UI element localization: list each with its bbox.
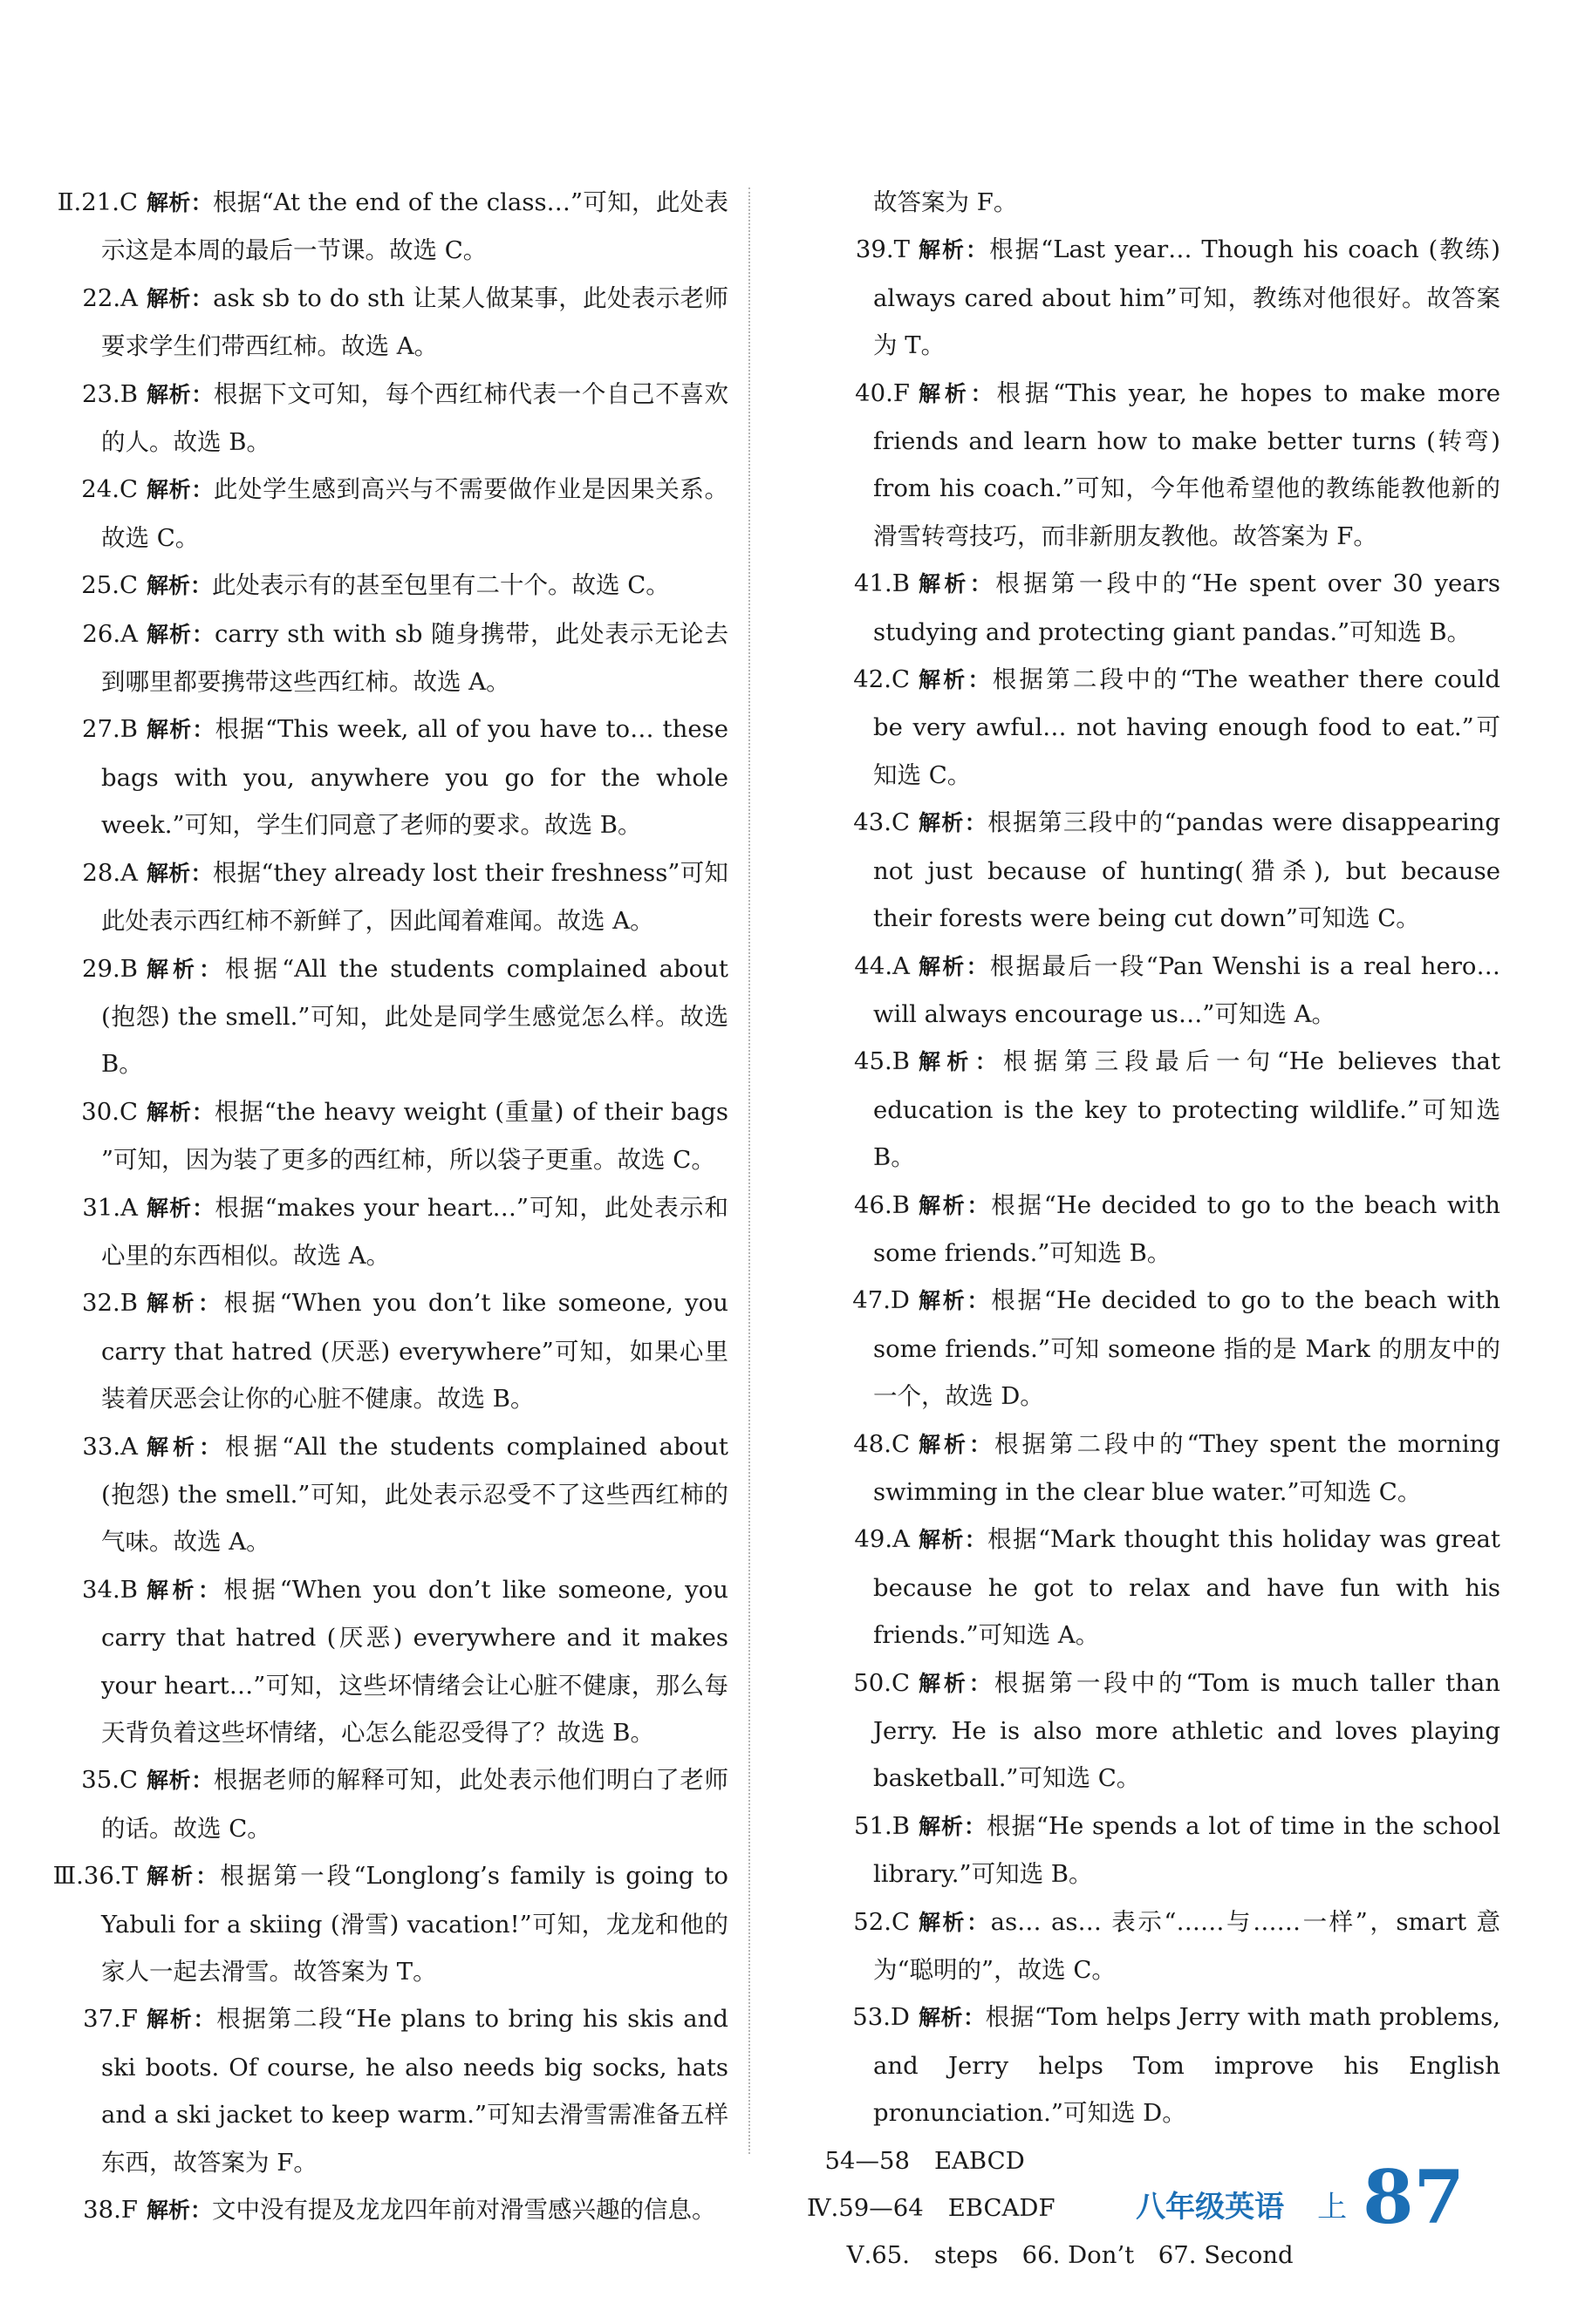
explanation-label: 解析： (919, 1813, 987, 1839)
question-number: Ⅱ.21.C (57, 188, 138, 216)
page-footer (1136, 2154, 1465, 2240)
answer-entry (35, 849, 728, 945)
explanation-content: 根据“the heavy weight (重量) of their bags ”可知，因为装了更多的西红柿，所以袋子更重。故选 C。 (101, 1097, 728, 1175)
question-number: 39.T (855, 235, 910, 264)
explanation-content: 根据“At the end of the class…”可知，此处表示这是本周的最后一节课。故选 C。 (101, 188, 728, 265)
explanation-text (101, 466, 728, 562)
answer-key: EABCD (934, 2146, 1025, 2175)
answer-entry (35, 1852, 728, 1995)
answer-entry (807, 1993, 1500, 2137)
explanation-content: 根据“He spends a lot of time in the school library.”可知选 B。 (873, 1811, 1500, 1889)
question-number: 22.A (82, 283, 138, 312)
question-number: 45.B (854, 1047, 910, 1076)
answer-entry (807, 1182, 1500, 1278)
explanation-content: 根据“Last year… Though his coach (教练) always cared about him”可知，教练对他很好。故答案为 T。 (873, 235, 1500, 360)
explanation-label: 解析： (919, 1431, 994, 1457)
explanation-content: 根据第二段中的“The weather there could be very awful… not having enough food to eat.”可知选 C。 (873, 665, 1500, 789)
explanation-content: 根据第三段最后一句“He believes that education is the key to protecting wildlife.”可知选 B。 (873, 1047, 1500, 1172)
volume-label: 上 (1317, 2190, 1348, 2225)
answer-entry (35, 705, 728, 848)
explanation-text (101, 849, 728, 945)
explanation-label: 解析： (147, 1768, 214, 1794)
question-number: 53.D (852, 2003, 910, 2032)
answer-entry (35, 1995, 728, 2186)
answer-key: EBCADF (947, 2194, 1055, 2223)
explanation-text (101, 1279, 728, 1422)
explanation-content: 根据第一段中的“Tom is much taller than Jerry. He is also more athletic and loves playing basketball.”可知选 C。 (873, 1668, 1500, 1793)
explanation-label: 解析： (147, 1577, 224, 1603)
answer-entry (807, 1803, 1500, 1898)
explanation-text (873, 1898, 1500, 1994)
explanation-label: 解析： (147, 381, 214, 407)
page-number: 87 (1363, 2154, 1465, 2240)
answer-entry (35, 1088, 728, 1184)
explanation-content: as… as… 表示“……与……一样”，smart 意为“聪明的”，故选 C。 (873, 1907, 1500, 1985)
explanation-content: 根据“they already lost their freshness”可知此处表示西红柿不新鲜了，因此闻着难闻。故选 A。 (101, 858, 728, 936)
question-number: 24.C (81, 475, 138, 504)
explanation-content: 此处学生感到高兴与不需要做作业是因果关系。故选 C。 (101, 475, 728, 552)
explanation-label: 解析： (147, 190, 213, 215)
explanation-label: 解析： (147, 477, 214, 503)
question-number: 35.C (81, 1766, 138, 1795)
answer-entry (35, 1566, 728, 1757)
explanation-label: 解析： (919, 1288, 992, 1314)
answer-entry (807, 1421, 1500, 1516)
question-range: 54—58 (824, 2146, 910, 2175)
explanation-content: 根据第一段“Longlong’s family is going to Yabuli for a skiing (滑雪) vacation!”可知，龙龙和他的家人一起去滑雪。故答案为 T。 (101, 1862, 728, 1987)
answer-entry (807, 799, 1500, 942)
explanation-label: 解析： (919, 1909, 991, 1935)
explanation-text (873, 799, 1500, 942)
explanation-text (873, 226, 1500, 369)
question-number: 41.B (854, 569, 910, 598)
explanation-text (101, 1852, 728, 1995)
question-range: Ⅴ.65. (846, 2241, 910, 2270)
question-number: 52.C (853, 1907, 910, 1936)
explanation-label: 解析： (147, 956, 226, 982)
explanation-content: 根据“When you don’t like someone, you carry that hatred (厌恶) everywhere”可知，如果心里装着厌恶会让你的心脏不健康。故选 B。 (101, 1289, 728, 1414)
question-number: 29.B (82, 954, 138, 983)
answer-entry (807, 943, 1500, 1039)
question-number: 31.A (82, 1193, 138, 1222)
answer-entry (807, 226, 1500, 369)
explanation-label: 解析： (147, 1195, 215, 1221)
explanation-text (101, 945, 728, 1088)
question-number: 51.B (854, 1811, 910, 1840)
explanation-text (873, 1421, 1500, 1516)
answer-entry (35, 466, 728, 562)
explanation-text (873, 1993, 1500, 2137)
explanation-label: 解析： (919, 2005, 986, 2031)
explanation-text (873, 1516, 1500, 1659)
explanation-content: 根据“This week, all of you have to… these bags with you, anywhere you go for the whole week.”可知，学生们同意了老师的要求。故选 B。 (101, 715, 728, 840)
explanation-content: 文中没有提及龙龙四年前对滑雪感兴趣的信息。 (212, 2196, 716, 2225)
answer-entry (35, 1423, 728, 1566)
explanation-content: 根据“He decided to go to the beach with some friends.”可知 someone 指的是 Mark 的朋友中的一个，故选 D。 (873, 1286, 1500, 1411)
column-divider (748, 187, 750, 2154)
explanation-text (873, 1038, 1500, 1181)
explanation-content: 此处表示有的甚至包里有二十个。故选 C。 (212, 571, 670, 600)
question-number: Ⅲ.36.T (52, 1862, 138, 1891)
explanation-text (101, 371, 728, 467)
explanation-content: 根据第二段“He plans to bring his skis and ski boots. Of course, he also needs big socks, hats and a ski jacket to keep warm.”可知去滑雪需准备五样东西，故答案为 F。 (101, 2005, 728, 2177)
explanation-content: 根据“When you don’t like someone, you carry that hatred (厌恶) everywhere and it makes your heart…”可知，这些坏情绪会让心脏不健康，那么每天背负着这些坏情绪，心怎么能忍受得了？故选 B。 (101, 1575, 728, 1747)
explanation-text (101, 1995, 728, 2186)
explanation-label: 解析： (919, 1049, 1004, 1075)
explanation-content: 根据“This year, he hopes to make more friends and learn how to make better turns (转弯) from his coach.”可知，今年他希望他的教练能教他新的滑雪转弯技巧，而非新朋友教他。故答案为 F。 (873, 378, 1500, 550)
explanation-label: 解析： (919, 571, 996, 597)
explanation-label: 解析： (147, 2007, 217, 2033)
explanation-content: 根据“All the students complained about (抱怨) the smell.”可知，此处是同学生感觉怎么样。故选 B。 (101, 954, 728, 1079)
explanation-label: 解析： (919, 237, 990, 263)
question-number: 49.A (854, 1525, 910, 1554)
left-column (35, 179, 728, 2234)
explanation-text (873, 1803, 1500, 1898)
explanation-text (101, 705, 728, 848)
answer-entry (807, 560, 1500, 656)
question-number: 48.C (853, 1429, 910, 1458)
question-number: 26.A (82, 619, 138, 648)
explanation-label: 解析： (147, 285, 214, 311)
explanation-label: 解析： (147, 1434, 226, 1460)
answer-key: steps 66. Don’t 67. Second (934, 2241, 1294, 2270)
explanation-label: 解析： (919, 810, 988, 836)
answer-entry (35, 562, 728, 610)
answer-entry (35, 371, 728, 467)
explanation-content: 根据“Tom helps Jerry with math problems, and Jerry helps Tom improve his English pronunciation.”可知选 D。 (873, 2003, 1500, 2128)
answer-entry (807, 1277, 1500, 1420)
answer-entry (807, 1660, 1500, 1803)
answer-entry (807, 1516, 1500, 1659)
answer-entry (35, 1756, 728, 1852)
explanation-label: 解析： (147, 860, 213, 886)
answer-entry (35, 1279, 728, 1422)
explanation-content: 根据“All the students complained about (抱怨) the smell.”可知，此处表示忍受不了这些西红柿的气味。故选 A。 (101, 1432, 728, 1557)
answer-entry (35, 179, 728, 275)
answer-entry (807, 1038, 1500, 1181)
question-number: 25.C (81, 571, 138, 600)
answer-entry (35, 610, 728, 706)
question-number: 40.F (855, 378, 910, 407)
question-number: 23.B (82, 379, 138, 408)
explanation-label: 解析： (147, 1099, 215, 1125)
right-column (807, 179, 1500, 2280)
answer-entry (35, 275, 728, 371)
explanation-text (101, 1566, 728, 1757)
answer-entry (35, 2186, 728, 2234)
question-range: Ⅳ.59—64 (807, 2194, 924, 2223)
explanation-text (101, 275, 728, 371)
explanation-text (873, 1277, 1500, 1420)
explanation-content: 根据“He decided to go to the beach with some friends.”可知选 B。 (873, 1190, 1500, 1267)
question-number: 37.F (83, 2005, 138, 2034)
question-number: 28.A (82, 858, 138, 887)
continuation-text: 故答案为 F。 (873, 188, 1018, 216)
question-number: 32.B (82, 1289, 138, 1318)
grade-subject-label: 八年级英语 (1136, 2190, 1285, 2225)
question-number: 46.B (854, 1190, 910, 1219)
explanation-text (873, 943, 1500, 1039)
explanation-content: 根据第三段中的“pandas were disappearing not just because of hunting(猎杀), but because their forests were being cut down”可知选 C。 (873, 808, 1500, 933)
explanation-label: 解析： (919, 953, 990, 979)
explanation-label: 解析： (147, 717, 215, 743)
explanation-text (873, 1182, 1500, 1278)
explanation-label: 解析： (919, 1527, 988, 1553)
explanation-label: 解析： (147, 573, 213, 599)
explanation-text (873, 656, 1500, 799)
explanation-text (101, 1756, 728, 1852)
question-number: 34.B (82, 1575, 138, 1604)
question-number: 47.D (852, 1286, 910, 1315)
explanation-label: 解析： (919, 1192, 992, 1218)
question-number: 43.C (853, 808, 910, 837)
explanation-label: 解析： (919, 1670, 994, 1696)
explanation-text (101, 179, 728, 275)
explanation-label: 解析： (147, 1864, 221, 1890)
explanation-content: ask sb to do sth 让某人做某事，此处表示老师要求学生们带西红柿。故选 A。 (101, 283, 728, 361)
explanation-text (873, 560, 1500, 656)
explanation-content: 根据老师的解释可知，此处表示他们明白了老师的话。故选 C。 (101, 1766, 728, 1843)
question-number: 50.C (853, 1668, 910, 1697)
explanation-text (873, 1660, 1500, 1803)
explanation-label: 解析： (147, 2198, 213, 2224)
explanation-label: 解析： (919, 380, 997, 406)
explanation-content: 根据“makes your heart…”可知，此处表示和心里的东西相似。故选 A。 (101, 1193, 728, 1270)
explanation-content: carry sth with sb 随身携带，此处表示无论去到哪里都要携带这些西红柿。故选 A。 (101, 619, 728, 697)
explanation-label: 解析： (919, 667, 993, 693)
explanation-text (101, 562, 728, 610)
answer-entry (807, 1898, 1500, 1994)
explanation-label: 解析： (147, 1291, 224, 1317)
question-number: 38.F (83, 2196, 138, 2225)
explanation-content: 根据“Mark thought this holiday was great because he got to relax and have fun with his friends.”可知选 A。 (873, 1525, 1500, 1650)
explanation-content: 根据下文可知，每个西红柿代表一个自己不喜欢的人。故选 B。 (101, 379, 728, 457)
explanation-label: 解析： (147, 621, 215, 647)
question-number: 30.C (81, 1097, 138, 1126)
explanation-text (101, 2186, 728, 2234)
explanation-text (101, 1184, 728, 1280)
explanation-content: 根据第一段中的“He spent over 30 years studying and protecting giant pandas.”可知选 B。 (873, 569, 1500, 646)
explanation-text (101, 610, 728, 706)
question-number: 27.B (82, 715, 138, 744)
question-number: 42.C (853, 665, 910, 694)
explanation-content: 根据最后一段“Pan Wenshi is a real hero… will always encourage us…”可知选 A。 (873, 951, 1500, 1028)
question-number: 33.A (82, 1432, 138, 1461)
explanation-content: 根据第二段中的“They spent the morning swimming in the clear blue water.”可知选 C。 (873, 1429, 1500, 1506)
explanation-text (101, 1088, 728, 1184)
answer-entry (35, 945, 728, 1088)
explanation-text (101, 1423, 728, 1566)
question-number: 44.A (854, 951, 910, 980)
answer-entry (35, 1184, 728, 1280)
explanation-text (873, 370, 1500, 561)
answer-entry (807, 656, 1500, 799)
answer-entry (807, 370, 1500, 561)
